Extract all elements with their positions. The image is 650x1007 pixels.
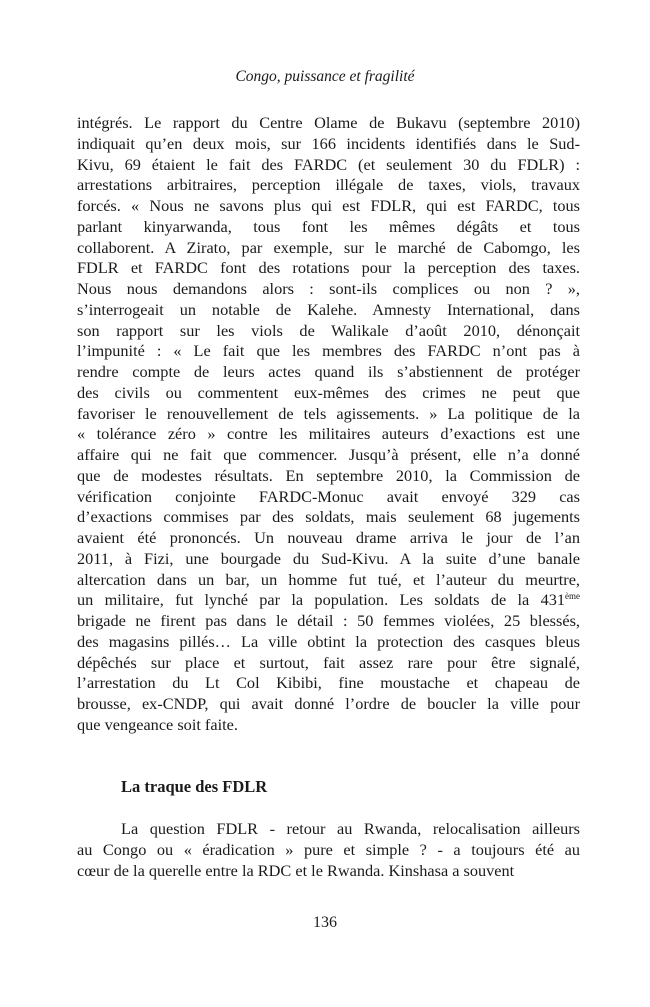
text-line <box>77 487 580 508</box>
text-line <box>77 175 580 196</box>
line-text: 2011, à Fizi, une bourgade du Sud-Kivu. A la suite d’une banale <box>77 548 580 568</box>
text-line <box>77 840 580 861</box>
text-line <box>77 632 580 653</box>
text-line <box>77 570 580 591</box>
running-header: Congo, puissance et fragilité <box>235 68 415 85</box>
line-text: La question FDLR - retour au Rwanda, relocalisation ailleurs <box>121 819 580 838</box>
line-text: l’arrestation du Lt Col Kibibi, fine moustache et chapeau de <box>77 673 580 693</box>
text-line <box>77 507 580 528</box>
line-text: que de modestes résultats. En septembre 2010, la Commission de <box>77 465 580 485</box>
text-line <box>77 217 580 238</box>
text-line <box>77 445 580 466</box>
line-text: favoriser le renouvellement de tels agissements. » La politique de la <box>77 403 580 423</box>
text-line <box>77 466 580 487</box>
line-text: son rapport sur les viols de Walikale d’août 2010, dénonçait <box>77 320 580 340</box>
text-line <box>77 590 580 611</box>
line-text: un militaire, fut lynché par la population. Les soldats de la 431 <box>77 590 565 610</box>
line-text: arrestations arbitraires, perception illégale de taxes, viols, travaux <box>77 175 580 195</box>
body-paragraph-2 <box>77 819 580 881</box>
line-text: d’exactions commises par des soldats, mais seulement 68 jugements <box>77 507 580 527</box>
text-line <box>77 673 580 694</box>
text-line <box>77 258 580 279</box>
line-text: des magasins pillés… La ville obtint la protection des casques bleus <box>77 631 580 651</box>
body-paragraph-1 <box>77 113 580 736</box>
text-line <box>77 611 580 632</box>
line-text: au Congo ou « éradication » pure et simple ? - a toujours été au <box>77 839 580 859</box>
text-line <box>77 861 580 882</box>
line-text: dépêchés sur place et surtout, fait assez rare pour être signalé, <box>77 652 580 672</box>
line-text: brigade ne firent pas dans le détail : 50 femmes violées, 25 blessés, <box>77 611 580 630</box>
line-text: collaborent. A Zirato, par exemple, sur le marché de Cabomgo, les <box>77 237 580 257</box>
line-text: brousse, ex-CNDP, qui avait donné l’ordre de boucler la ville pour <box>77 694 580 713</box>
line-text: FDLR et FARDC font des rotations pour la perception des taxes. <box>77 258 580 278</box>
line-text: Kivu, 69 étaient le fait des FARDC (et seulement 30 du FDLR) : <box>77 154 580 174</box>
text-line <box>77 362 580 383</box>
text-line <box>77 424 580 445</box>
text-line <box>77 113 580 134</box>
line-text: « tolérance zéro » contre les militaires auteurs d’exactions est une <box>77 424 580 444</box>
text-line <box>77 155 580 176</box>
text-line <box>77 383 580 404</box>
ordinal-superscript: ème <box>565 591 580 602</box>
text-line <box>77 653 580 674</box>
text-line <box>77 819 580 840</box>
text-line <box>77 341 580 362</box>
text-line <box>77 279 580 300</box>
line-text: indiquait qu’en deux mois, sur 166 incidents identifiés dans le Sud- <box>77 133 580 153</box>
text-line <box>77 196 580 217</box>
text-line <box>77 715 580 736</box>
page-number: 136 <box>313 914 337 931</box>
text-line <box>77 321 580 342</box>
line-text: cœur de la querelle entre la RDC et le Rwanda. Kinshasa a souvent <box>77 860 515 880</box>
line-text: parlant kinyarwanda, tous font les mêmes dégâts et tous <box>77 216 580 236</box>
line-text: s’interrogeait un notable de Kalehe. Amnesty International, dans <box>77 299 580 319</box>
line-text: rendre compte de leurs actes quand ils s’abstiennent de protéger <box>77 362 580 381</box>
line-text: des civils ou commentent eux-mêmes des crimes ne peut que <box>77 382 580 402</box>
text-line <box>77 549 580 570</box>
text-line <box>77 300 580 321</box>
line-text: affaire qui ne fait que commencer. Jusqu’à présent, elle n’a donné <box>77 445 580 464</box>
line-text: avaient été prononcés. Un nouveau drame arriva le jour de l’an <box>77 528 580 547</box>
line-text: forcés. « Nous ne savons plus qui est FDLR, qui est FARDC, tous <box>77 196 580 215</box>
line-text: Nous nous demandons alors : sont-ils complices ou non ? », <box>77 279 580 298</box>
text-line <box>77 238 580 259</box>
line-text: altercation dans un bar, un homme fut tué, et l’auteur du meurtre, <box>77 569 580 589</box>
text-line <box>77 134 580 155</box>
line-text: l’impunité : « Le fait que les membres des FARDC n’ont pas à <box>77 341 580 361</box>
section-heading: La traque des FDLR <box>121 777 268 796</box>
line-text: intégrés. Le rapport du Centre Olame de Bukavu (septembre 2010) <box>77 113 580 132</box>
text-line <box>77 694 580 715</box>
text-line <box>77 404 580 425</box>
line-text: que vengeance soit faite. <box>77 714 238 734</box>
line-text: vérification conjointe FARDC-Monuc avait envoyé 329 cas <box>77 486 580 506</box>
text-line <box>77 528 580 549</box>
